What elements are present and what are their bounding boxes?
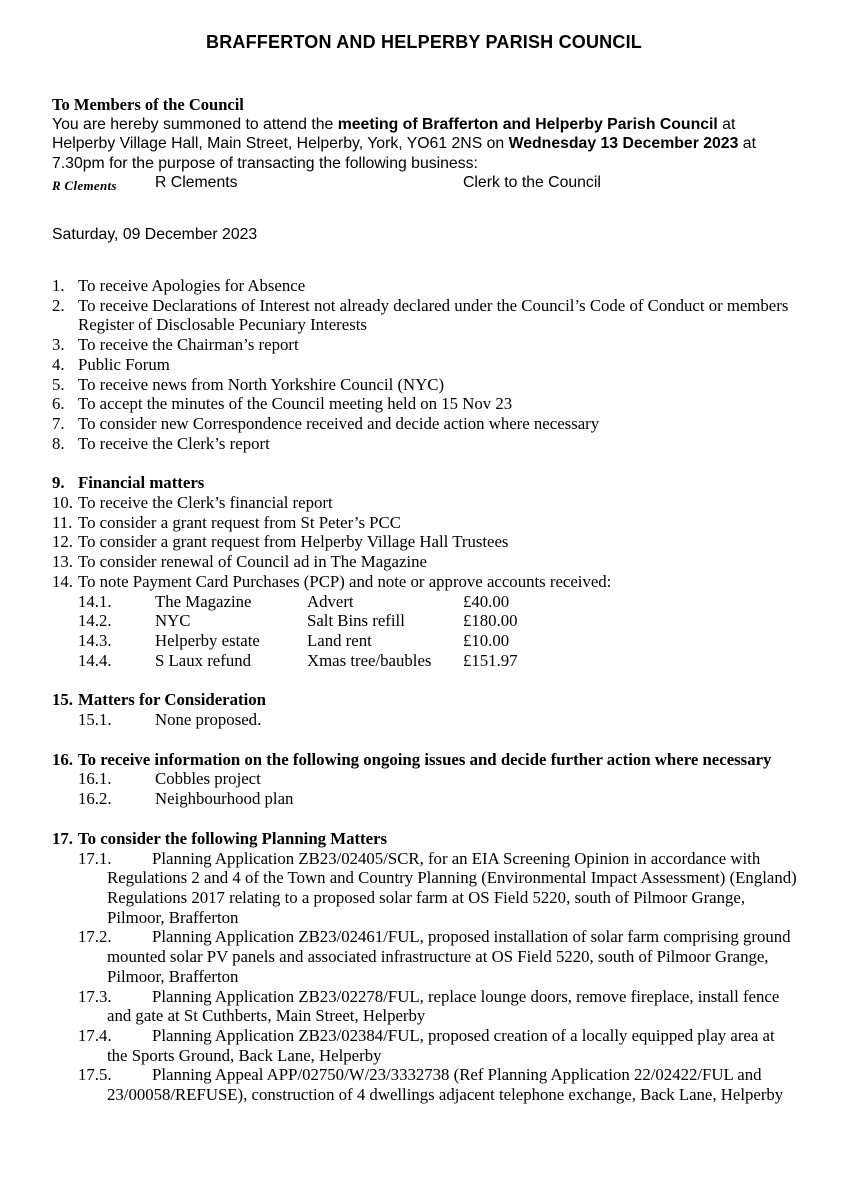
item-number: 15. xyxy=(52,690,73,710)
signature-row xyxy=(52,174,797,196)
agenda-item-1 xyxy=(52,276,797,296)
item-number: 2. xyxy=(52,295,65,315)
summons-text-1: You are hereby summoned to attend the xyxy=(52,115,338,133)
subitem-number: 17.3. xyxy=(78,986,112,1006)
payment-description: Land rent xyxy=(307,630,372,650)
item-number: 6. xyxy=(52,394,65,414)
subitem-number: 17.4. xyxy=(78,1025,112,1045)
agenda-item-9 xyxy=(52,473,797,493)
payment-description: Xmas tree/baubles xyxy=(307,650,432,670)
subitem-number: 17.2. xyxy=(78,927,112,947)
subitem-text: Planning Application ZB23/02278/FUL, replace lounge doors, remove fireplace, install fence and gate at St Cuthberts, Main Street, Helperby xyxy=(107,986,780,1026)
payment-row-14-3 xyxy=(78,631,797,651)
subitem-number: 16.2. xyxy=(78,789,112,809)
payment-row-14-4 xyxy=(78,651,797,671)
item-text: Financial matters xyxy=(78,473,205,493)
agenda-item-10 xyxy=(52,493,797,513)
item-number: 5. xyxy=(52,374,65,394)
agenda-list xyxy=(52,276,797,1105)
agenda-subitem-16-1 xyxy=(78,769,797,789)
subitem-text: Planning Application ZB23/02384/FUL, proposed creation of a locally equipped play area at the Sports Ground, Back Lane, Helperby xyxy=(107,1025,775,1065)
agenda-item-13 xyxy=(52,552,797,572)
payment-amount: £151.97 xyxy=(463,650,518,670)
agenda-item-17 xyxy=(52,829,797,849)
subitem-text: Planning Application ZB23/02405/SCR, for an EIA Screening Opinion in accordance with Regulations 2 and 4 of the Town and Country Planning (Environmental Impact Assessment) (England) Regulations 2017 relating to a proposed solar farm at OS Field 5220, south of Pilmoor Grange, Pilmoor, Brafferton xyxy=(107,848,797,927)
agenda-item-4 xyxy=(52,355,797,375)
agenda-item-5 xyxy=(52,375,797,395)
clerk-printed-name: R Clements xyxy=(155,174,238,191)
item-number: 7. xyxy=(52,413,65,433)
subitem-number: 15.1. xyxy=(78,710,112,730)
agenda-item-11 xyxy=(52,513,797,533)
planning-item-17-2 xyxy=(78,927,797,986)
item-text: To consider renewal of Council ad in The Magazine xyxy=(78,552,427,572)
item-number: 4. xyxy=(52,354,65,374)
payment-amount: £40.00 xyxy=(463,591,510,611)
item-number: 8. xyxy=(52,433,65,453)
item-text: To receive news from North Yorkshire Council (NYC) xyxy=(78,374,445,394)
agenda-item-3 xyxy=(52,335,797,355)
payment-payee: Helperby estate xyxy=(155,630,260,650)
agenda-item-2 xyxy=(52,296,797,335)
item-text: To consider the following Planning Matters xyxy=(78,828,388,848)
item-number: 9. xyxy=(52,473,65,493)
item-text: To receive the Clerk’s report xyxy=(78,433,270,453)
payment-number: 14.2. xyxy=(78,611,112,631)
item-text: To consider a grant request from St Peter’s PCC xyxy=(78,512,401,532)
item-number: 1. xyxy=(52,276,65,295)
document-title: BRAFFERTON AND HELPERBY PARISH COUNCIL xyxy=(206,32,642,52)
item-text: Public Forum xyxy=(78,354,170,374)
item-number: 13. xyxy=(52,552,73,572)
subitem-number: 16.1. xyxy=(78,769,112,789)
item-text: To accept the minutes of the Council meeting held on 15 Nov 23 xyxy=(78,394,513,414)
payment-number: 14.3. xyxy=(78,630,112,650)
item-text: To receive information on the following ongoing issues and decide further action where necessary xyxy=(78,749,772,769)
subitem-text: Neighbourhood plan xyxy=(155,789,294,809)
summons-bold-meeting: meeting of Brafferton and Helperby Parish Council xyxy=(337,115,718,133)
item-text: To consider a grant request from Helperby Village Hall Trustees xyxy=(78,532,509,552)
agenda-item-14 xyxy=(52,572,797,592)
agenda-subitem-16-2 xyxy=(78,789,797,809)
payment-number: 14.1. xyxy=(78,591,112,611)
agenda-item-16 xyxy=(52,750,797,770)
document-body xyxy=(0,95,848,1105)
date-line: Saturday, 09 December 2023 xyxy=(52,226,258,243)
item-number: 14. xyxy=(52,571,73,591)
payment-description: Salt Bins refill xyxy=(307,611,405,631)
planning-item-17-3 xyxy=(78,986,797,1026)
clerk-role: Clerk to the Council xyxy=(463,174,601,191)
payment-number: 14.4. xyxy=(78,650,112,670)
item-text: To consider new Correspondence received and decide action where necessary xyxy=(78,413,600,433)
item-text: Matters for Consideration xyxy=(78,690,266,710)
payment-description: Advert xyxy=(307,591,354,611)
agenda-item-7 xyxy=(52,414,797,434)
subitem-number: 17.1. xyxy=(78,848,112,868)
summons-paragraph xyxy=(52,115,797,174)
planning-item-17-4 xyxy=(78,1025,797,1065)
item-text: To receive the Clerk’s financial report xyxy=(78,493,333,513)
salutation: To Members of the Council xyxy=(52,95,244,114)
payment-payee: The Magazine xyxy=(155,591,252,611)
payment-amount: £180.00 xyxy=(463,611,518,631)
item-number: 11. xyxy=(52,512,73,532)
item-text: To note Payment Card Purchases (PCP) and note or approve accounts received: xyxy=(78,571,612,591)
payment-row-14-1 xyxy=(78,592,797,612)
subitem-text: Planning Application ZB23/02461/FUL, proposed installation of solar farm comprising ground mounted solar PV panels and associated infrastructure at OS Field 5220, south of Pilmoor Grange, Pilmoor, Brafferton xyxy=(107,927,791,986)
item-text: To receive the Chairman’s report xyxy=(78,335,299,355)
item-number: 3. xyxy=(52,335,65,355)
item-number: 17. xyxy=(52,828,73,848)
payment-payee: S Laux refund xyxy=(155,650,252,670)
agenda-item-6 xyxy=(52,394,797,414)
payment-row-14-2 xyxy=(78,611,797,631)
agenda-item-15 xyxy=(52,690,797,710)
planning-item-17-5 xyxy=(78,1065,797,1105)
planning-item-17-1 xyxy=(78,848,797,928)
subitem-text: Planning Appeal APP/02750/W/23/3332738 (Ref Planning Application 22/02422/FUL and 23/00058/REFUSE), construction of 4 dwellings adjacent telephone exchange, Back Lane, Helperby xyxy=(107,1065,784,1105)
item-text: To receive Apologies for Absence xyxy=(78,276,306,295)
handwritten-signature: R Clements xyxy=(52,178,117,193)
agenda-item-8 xyxy=(52,434,797,454)
payment-amount: £10.00 xyxy=(463,630,510,650)
payment-payee: NYC xyxy=(155,611,191,631)
subitem-text: Cobbles project xyxy=(155,769,261,789)
item-number: 12. xyxy=(52,532,73,552)
summons-text-3: at 7.30pm for the purpose of transacting the following business: xyxy=(52,135,756,172)
agenda-item-12 xyxy=(52,532,797,552)
subitem-number: 17.5. xyxy=(78,1065,112,1085)
item-text: To receive Declarations of Interest not already declared under the Council’s Code of Conduct or members Register of Disclosable Pecuniary Interests xyxy=(78,295,789,335)
subitem-text: None proposed. xyxy=(155,710,262,730)
agenda-subitem-15-1 xyxy=(78,710,797,730)
summons-text-2: at Helperby Village Hall, Main Street, Helperby, York, YO61 2NS on xyxy=(52,115,736,152)
item-number: 16. xyxy=(52,749,73,769)
summons-bold-date: Wednesday 13 December 2023 xyxy=(508,135,739,152)
item-number: 10. xyxy=(52,493,73,513)
